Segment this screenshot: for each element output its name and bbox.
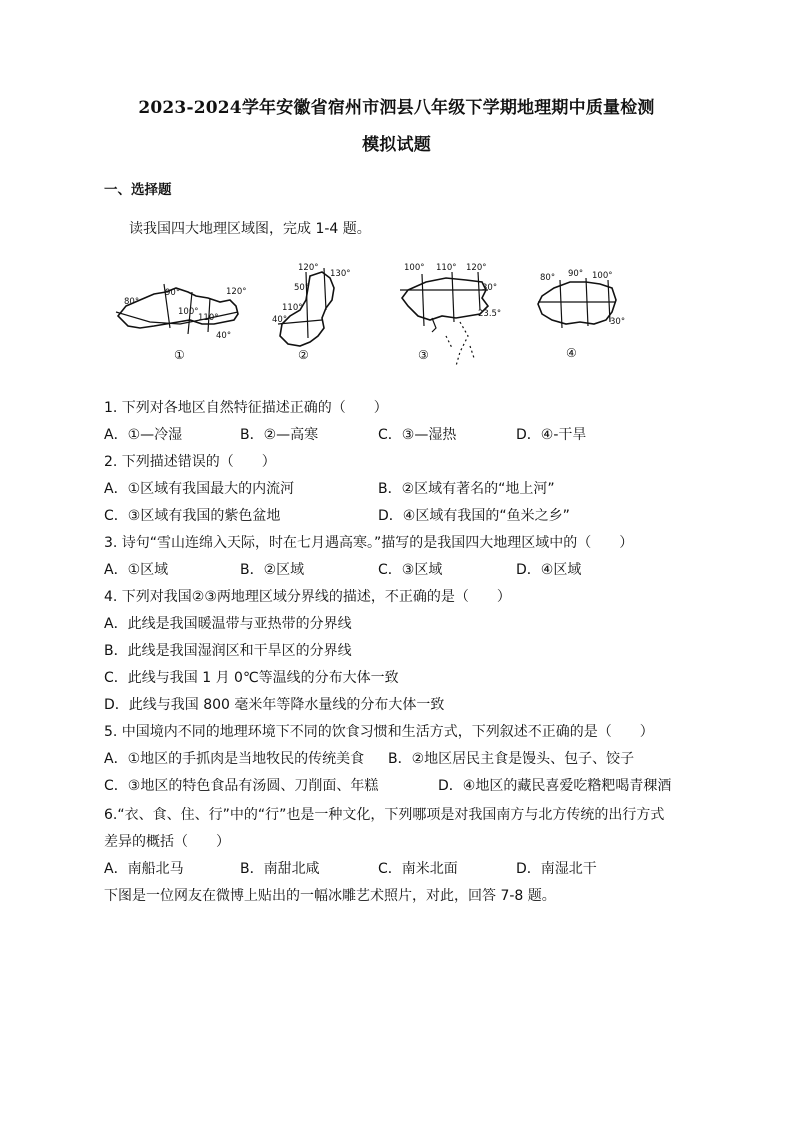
map3-label: 30° <box>482 283 498 293</box>
map-south <box>400 263 501 366</box>
map-qinghai-tibet <box>538 269 625 360</box>
page-subtitle: 模拟试题 <box>362 135 431 155</box>
map-northwest <box>116 284 246 362</box>
map4-label: 30° <box>610 317 626 327</box>
map-north <box>272 263 350 362</box>
outro-text: 下图是一位网友在微博上贴出的一幅冰雕艺术照片，对此，回答 7-8 题。 <box>104 888 556 904</box>
question-1-stem: 1. 下列对各地区自然特征描述正确的（ ） <box>104 400 388 416</box>
section-heading: 一、选择题 <box>104 182 172 198</box>
question-5-option-c[interactable]: C．③地区的特色食品有汤圆、刀削面、年糕 <box>104 778 379 794</box>
map4-label: 80° <box>540 273 556 283</box>
question-6-option-c[interactable]: C．南米北面 <box>378 861 458 877</box>
question-5-option-b[interactable]: B．②地区居民主食是馒头、包子、饺子 <box>388 751 635 767</box>
map3-number: ③ <box>418 348 429 362</box>
map2-label: 40° <box>272 315 288 325</box>
map4-label: 100° <box>592 271 613 281</box>
map1-label: 100° <box>178 307 199 317</box>
map3-label: 100° <box>404 263 425 273</box>
question-6-option-d[interactable]: D．南湿北干 <box>516 861 597 877</box>
question-6-option-b[interactable]: B．南甜北咸 <box>240 861 320 877</box>
question-6-stem: 6.“衣、食、住、行”中的“行”也是一种文化，下列哪项是对我国南方与北方传统的出行方式 <box>104 807 665 823</box>
map2-label: 50° <box>294 283 310 293</box>
question-3-stem: 3. 诗句“雪山连绵入天际，时在七月遇高寒。”描写的是我国四大地理区域中的（ ） <box>104 535 634 551</box>
page-title: 2023-2024学年安徽省宿州市泗县八年级下学期地理期中质量检测 <box>138 98 655 118</box>
question-4-option-a[interactable]: A．此线是我国暖温带与亚热带的分界线 <box>104 616 352 632</box>
question-2-option-b[interactable]: B．②区域有著名的“地上河” <box>378 481 555 497</box>
map2-number: ② <box>298 348 309 362</box>
question-5-option-d[interactable]: D．④地区的藏民喜爱吃糌粑喝青稞酒 <box>438 778 672 794</box>
intro-text: 读我国四大地理区域图，完成 1-4 题。 <box>129 221 371 237</box>
map4-label: 90° <box>568 269 584 279</box>
map1-label: 110° <box>198 313 219 323</box>
question-4-option-d[interactable]: D．此线与我国 800 毫米年等降水量线的分布大体一致 <box>104 697 445 713</box>
map3-label: 120° <box>466 263 487 273</box>
question-2-stem: 2. 下列描述错误的（ ） <box>104 454 276 470</box>
question-4-option-c[interactable]: C．此线与我国 1 月 0℃等温线的分布大体一致 <box>104 670 399 686</box>
question-1-option-c[interactable]: C．③—湿热 <box>378 427 457 443</box>
question-4-stem: 4. 下列对我国②③两地理区域分界线的描述，不正确的是（ ） <box>104 589 511 605</box>
map2-label: 120° <box>298 263 319 273</box>
question-1-option-a[interactable]: A．①—冷湿 <box>104 427 183 443</box>
question-6-option-a[interactable]: A．南船北马 <box>104 861 184 877</box>
map3-label: 110° <box>436 263 457 273</box>
question-5-stem: 5. 中国境内不同的地理环境下不同的饮食习惯和生活方式，下列叙述不正确的是（ ） <box>104 724 654 740</box>
map4-number: ④ <box>566 346 577 360</box>
map3-label: 23.5° <box>478 309 502 319</box>
question-3-option-b[interactable]: B．②区域 <box>240 562 305 578</box>
question-1-option-d[interactable]: D．④-干旱 <box>516 427 587 443</box>
map1-label: 40° <box>216 331 232 341</box>
question-2-option-d[interactable]: D．④区域有我国的“鱼米之乡” <box>378 508 570 524</box>
map1-number: ① <box>174 348 185 362</box>
question-2-option-c[interactable]: C．③区域有我国的紫色盆地 <box>104 508 281 524</box>
question-2-option-a[interactable]: A．①区域有我国最大的内流河 <box>104 481 295 497</box>
question-5-option-a[interactable]: A．①地区的手抓肉是当地牧民的传统美食 <box>104 751 365 767</box>
question-3-option-a[interactable]: A．①区域 <box>104 562 169 578</box>
question-6-stem-continued: 差异的概括（ ） <box>104 834 230 850</box>
question-3-option-c[interactable]: C．③区域 <box>378 562 443 578</box>
map2-label: 110° <box>282 303 303 313</box>
map2-label: 130° <box>330 269 351 279</box>
map1-label: 80° <box>124 297 140 307</box>
question-1-option-b[interactable]: B．②—高寒 <box>240 427 319 443</box>
region-maps-figure <box>110 258 690 378</box>
question-4-option-b[interactable]: B．此线是我国湿润区和干旱区的分界线 <box>104 643 352 659</box>
map1-label: 120° <box>226 287 247 297</box>
question-3-option-d[interactable]: D．④区域 <box>516 562 582 578</box>
map1-label: 90° <box>165 288 181 298</box>
